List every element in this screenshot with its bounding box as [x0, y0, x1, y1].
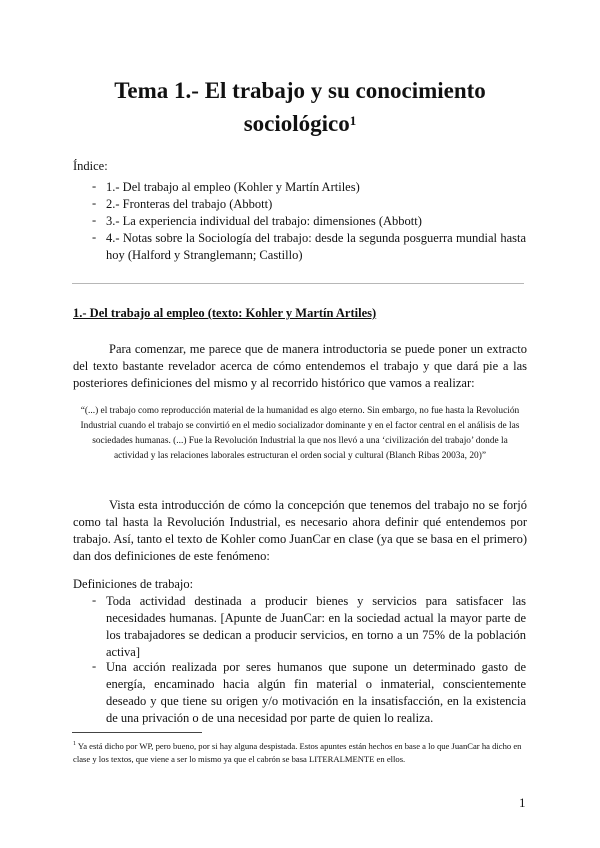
index-item-1: 1.- Del trabajo al empleo (Kohler y Martín Artiles)	[106, 180, 360, 194]
bullet-dash: -	[92, 196, 97, 210]
intro-paragraph	[73, 341, 527, 392]
footnote-mark: 1	[73, 741, 76, 747]
footnote-text: Ya está dicho por WP, pero bueno, por si hay alguna despistada. Estos apuntes están hechos en base a lo que JuanCar ha dicho en clase y los textos, que viene a ser lo mismo ya que el cabrón se basa LITERALMENTE en ellos.	[73, 740, 522, 764]
index-item-2: 2.- Fronteras del trabajo (Abbott)	[106, 197, 273, 211]
index-label: Índice:	[73, 159, 108, 173]
bullet-dash: -	[92, 230, 97, 244]
bullet-dash: -	[92, 213, 97, 227]
second-paragraph-text: Vista esta introducción de cómo la concepción que tenemos del trabajo no se forjó como tal hasta la Revolución Industrial, es necesario ahora definir qué entendemos por trabajo. Así, tanto el texto de Kohler como JuanCar en clase (ya que se basa en el primero) dan dos definiciones de este fenómeno:	[73, 498, 527, 563]
document-title-line2	[60, 107, 540, 141]
index-item-4: 4.- Notas sobre la Sociología del trabajo: desde la segunda posguerra mundial hasta hoy (Halford y Stranglemann; Castillo)	[106, 231, 526, 262]
footnote	[73, 738, 525, 766]
definitions-label: Definiciones de trabajo:	[73, 577, 194, 591]
section-heading: 1.- Del trabajo al empleo (texto: Kohler y Martín Artiles)	[73, 306, 377, 320]
index-item-3: 3.- La experiencia individual del trabajo: dimensiones (Abbott)	[106, 214, 422, 228]
bullet-dash: -	[92, 659, 97, 673]
intro-paragraph-text: Para comenzar, me parece que de manera introductoria se puede poner un extracto del texto bastante revelador acerca de cómo entendemos el trabajo y que dará pie a las posteriores definiciones del mismo y al recorrido histórico que vamos a realizar:	[73, 342, 527, 390]
definition-item-1: Toda actividad destinada a producir bienes y servicios para satisfacer las necesidades humanas. [Apunte de JuanCar: en la sociedad actual la mayor parte de los trabajadores se dedican a producir servicios, en torno a un 75% de la población activa]	[106, 594, 526, 659]
bullet-dash: -	[92, 593, 97, 607]
footnote-separator	[72, 732, 202, 733]
definition-item-2: Una acción realizada por seres humanos que supone un determinado gasto de energía, encaminado hacia algún fin material o inmaterial, conscientemente deseado y que tiene su origen y/o motivación en la insatisfacción, en la existencia de una privación o de una necesidad por parte de quien lo realiza.	[106, 660, 526, 725]
title-word: sociológico	[243, 111, 350, 136]
second-paragraph	[73, 497, 527, 565]
bullet-dash: -	[92, 179, 97, 193]
title-footnote-ref: 1	[349, 113, 357, 128]
horizontal-divider	[72, 283, 524, 284]
document-title-line1: Tema 1.- El trabajo y su conocimiento	[114, 78, 486, 103]
block-quote: “(...) el trabajo como reproducción material de la humanidad es algo eterno. Sin embargo, no fue hasta la Revolución Industrial cuando el trabajo se convirtió en el medio socializador dominante y en el factor central en el análisis de las sociedades humanas. (...) Fue la Revolución Industrial la que nos llevó a una ‘civilización del trabajo’ donde la actividad y las relaciones laborales estructuran el orden social y cultural (Blanch Ribas 2003a, 20)”	[80, 406, 520, 461]
page-number: 1	[519, 795, 526, 810]
